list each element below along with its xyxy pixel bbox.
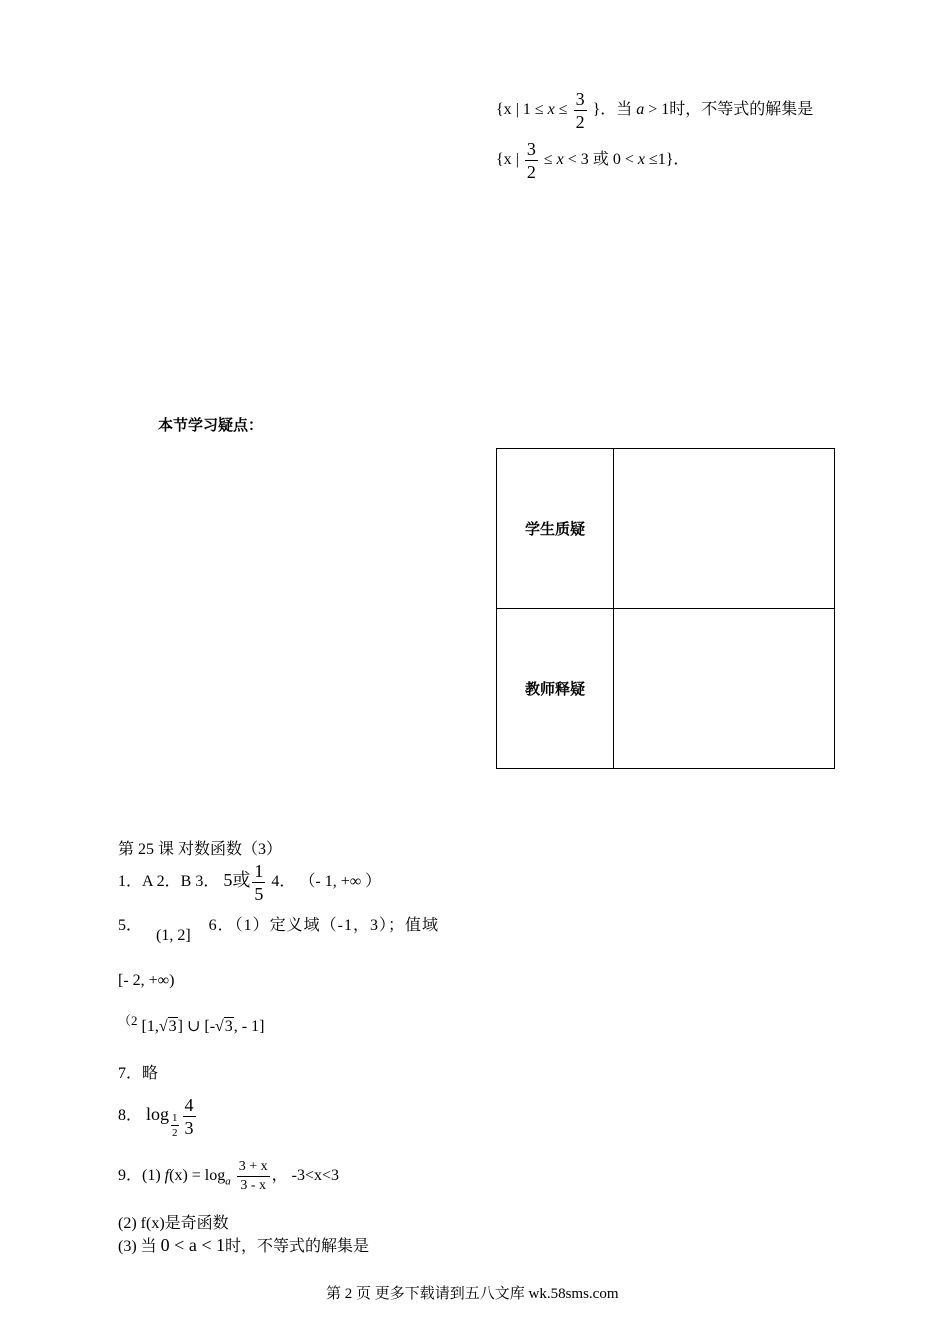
set-bar: | [515,151,519,169]
teacher-answer-label: 教师释疑 [497,609,614,769]
lt-three: < 3 [567,151,589,169]
log-base [169,1113,181,1139]
fraction-one-fifth [252,862,265,903]
radicand: 3 [168,1018,177,1035]
le-symbol: ≤ [543,151,553,169]
solution-line-1 [496,90,813,131]
frac-num: 3 [575,89,585,109]
answer-7: 7．略 [118,1065,159,1082]
qa-table [496,448,835,769]
set-close: }．当 [592,101,633,119]
frac-num: 3 [526,139,536,159]
answer-9-2: (2) f(x)是奇函数 [118,1215,229,1232]
set-bar: | [515,101,519,119]
item-5-value: (1, 2] [156,927,191,944]
fraction-three-halves [574,90,587,131]
base-num: 1 [172,1111,178,1124]
var-x: x [556,151,564,169]
frac-num: 1 [254,861,264,881]
radicand: 3 [224,1018,233,1035]
base-den: 2 [172,1126,178,1139]
fraction-log-arg [237,1160,270,1193]
value-one: 1 [522,101,531,119]
answer-6-2 [118,1013,265,1036]
le-symbol: ≤ [558,101,568,119]
student-question-cell[interactable] [614,449,835,609]
log-word: log [146,1104,170,1125]
page-footer: 第 2 页 更多下载请到五八文库 wk.58sms.com [326,1286,619,1302]
frac-den: 2 [575,112,585,132]
answers-5-6 [118,912,440,944]
answers-prefix: 1．A 2．B 3． [118,873,220,891]
solution-line-2 [496,140,689,181]
domain-text: ， -3<x<3 [271,1167,340,1185]
set-open: {x [496,151,512,169]
answer-9-1 [118,1160,339,1193]
le-one: ≤1 [648,151,666,169]
or-word: 或 [592,151,609,169]
answer-8 [118,1096,198,1139]
var-x: x [637,151,645,169]
lesson-title: 第 25 课 对数函数（3） [118,841,283,858]
gt-one: > 1 [648,101,670,119]
table-row [497,609,835,769]
var-a: a [636,101,645,119]
part-2-prefix: （2 [118,1013,138,1028]
doubts-heading: 本节学习疑点： [158,416,264,434]
frac-num: 4 [184,1095,194,1115]
frac-den: 3 [184,1118,194,1138]
func-f: f [164,1167,170,1185]
var-x: x [547,101,555,119]
line-tail: }． [665,151,690,169]
item-6-text: 6．（1）定义域（-1，3）；值域 [208,917,440,934]
range-value: [- 2, +∞) [118,972,175,989]
sqrt-three: √3 [215,1018,233,1035]
five-or: 5或 [223,870,251,891]
zero-lt: 0 < [612,151,634,169]
frac-den: 3 - x [240,1178,267,1193]
table-row [497,449,835,609]
interval-end: , - 1] [233,1018,265,1035]
item-5-label: 5． [118,917,143,934]
line-tail: 时，不等式的解集是 [224,1238,369,1255]
answers-1-4 [118,862,381,903]
item-4-label: 4． [271,873,296,891]
teacher-answer-cell[interactable] [614,609,835,769]
line-tail: 时，不等式的解集是 [669,101,814,119]
sqrt-three: √3 [158,1018,177,1035]
union-part: ] ∪ [- [177,1018,216,1035]
item-4-value: （- 1, +∞ ） [299,873,382,891]
student-question-label: 学生质疑 [497,449,614,609]
interval-start: [1, [141,1018,159,1035]
condition: 0 < a < 1 [160,1235,225,1255]
fraction-four-thirds [183,1096,196,1137]
frac-num: 3 + x [237,1160,270,1177]
item-8-label: 8． [118,1107,143,1125]
frac-den: 5 [254,884,264,904]
fraction-three-halves [525,140,538,181]
frac-den: 2 [526,162,536,182]
le-symbol: ≤ [534,101,544,119]
set-open: {x [496,101,512,119]
answer-9-3 [118,1233,369,1256]
part-3-prefix: (3) 当 [118,1238,157,1255]
log-base: a [225,1175,231,1188]
item-9-label: 9．(1) [118,1167,161,1185]
func-def: (x) = log [169,1167,226,1185]
